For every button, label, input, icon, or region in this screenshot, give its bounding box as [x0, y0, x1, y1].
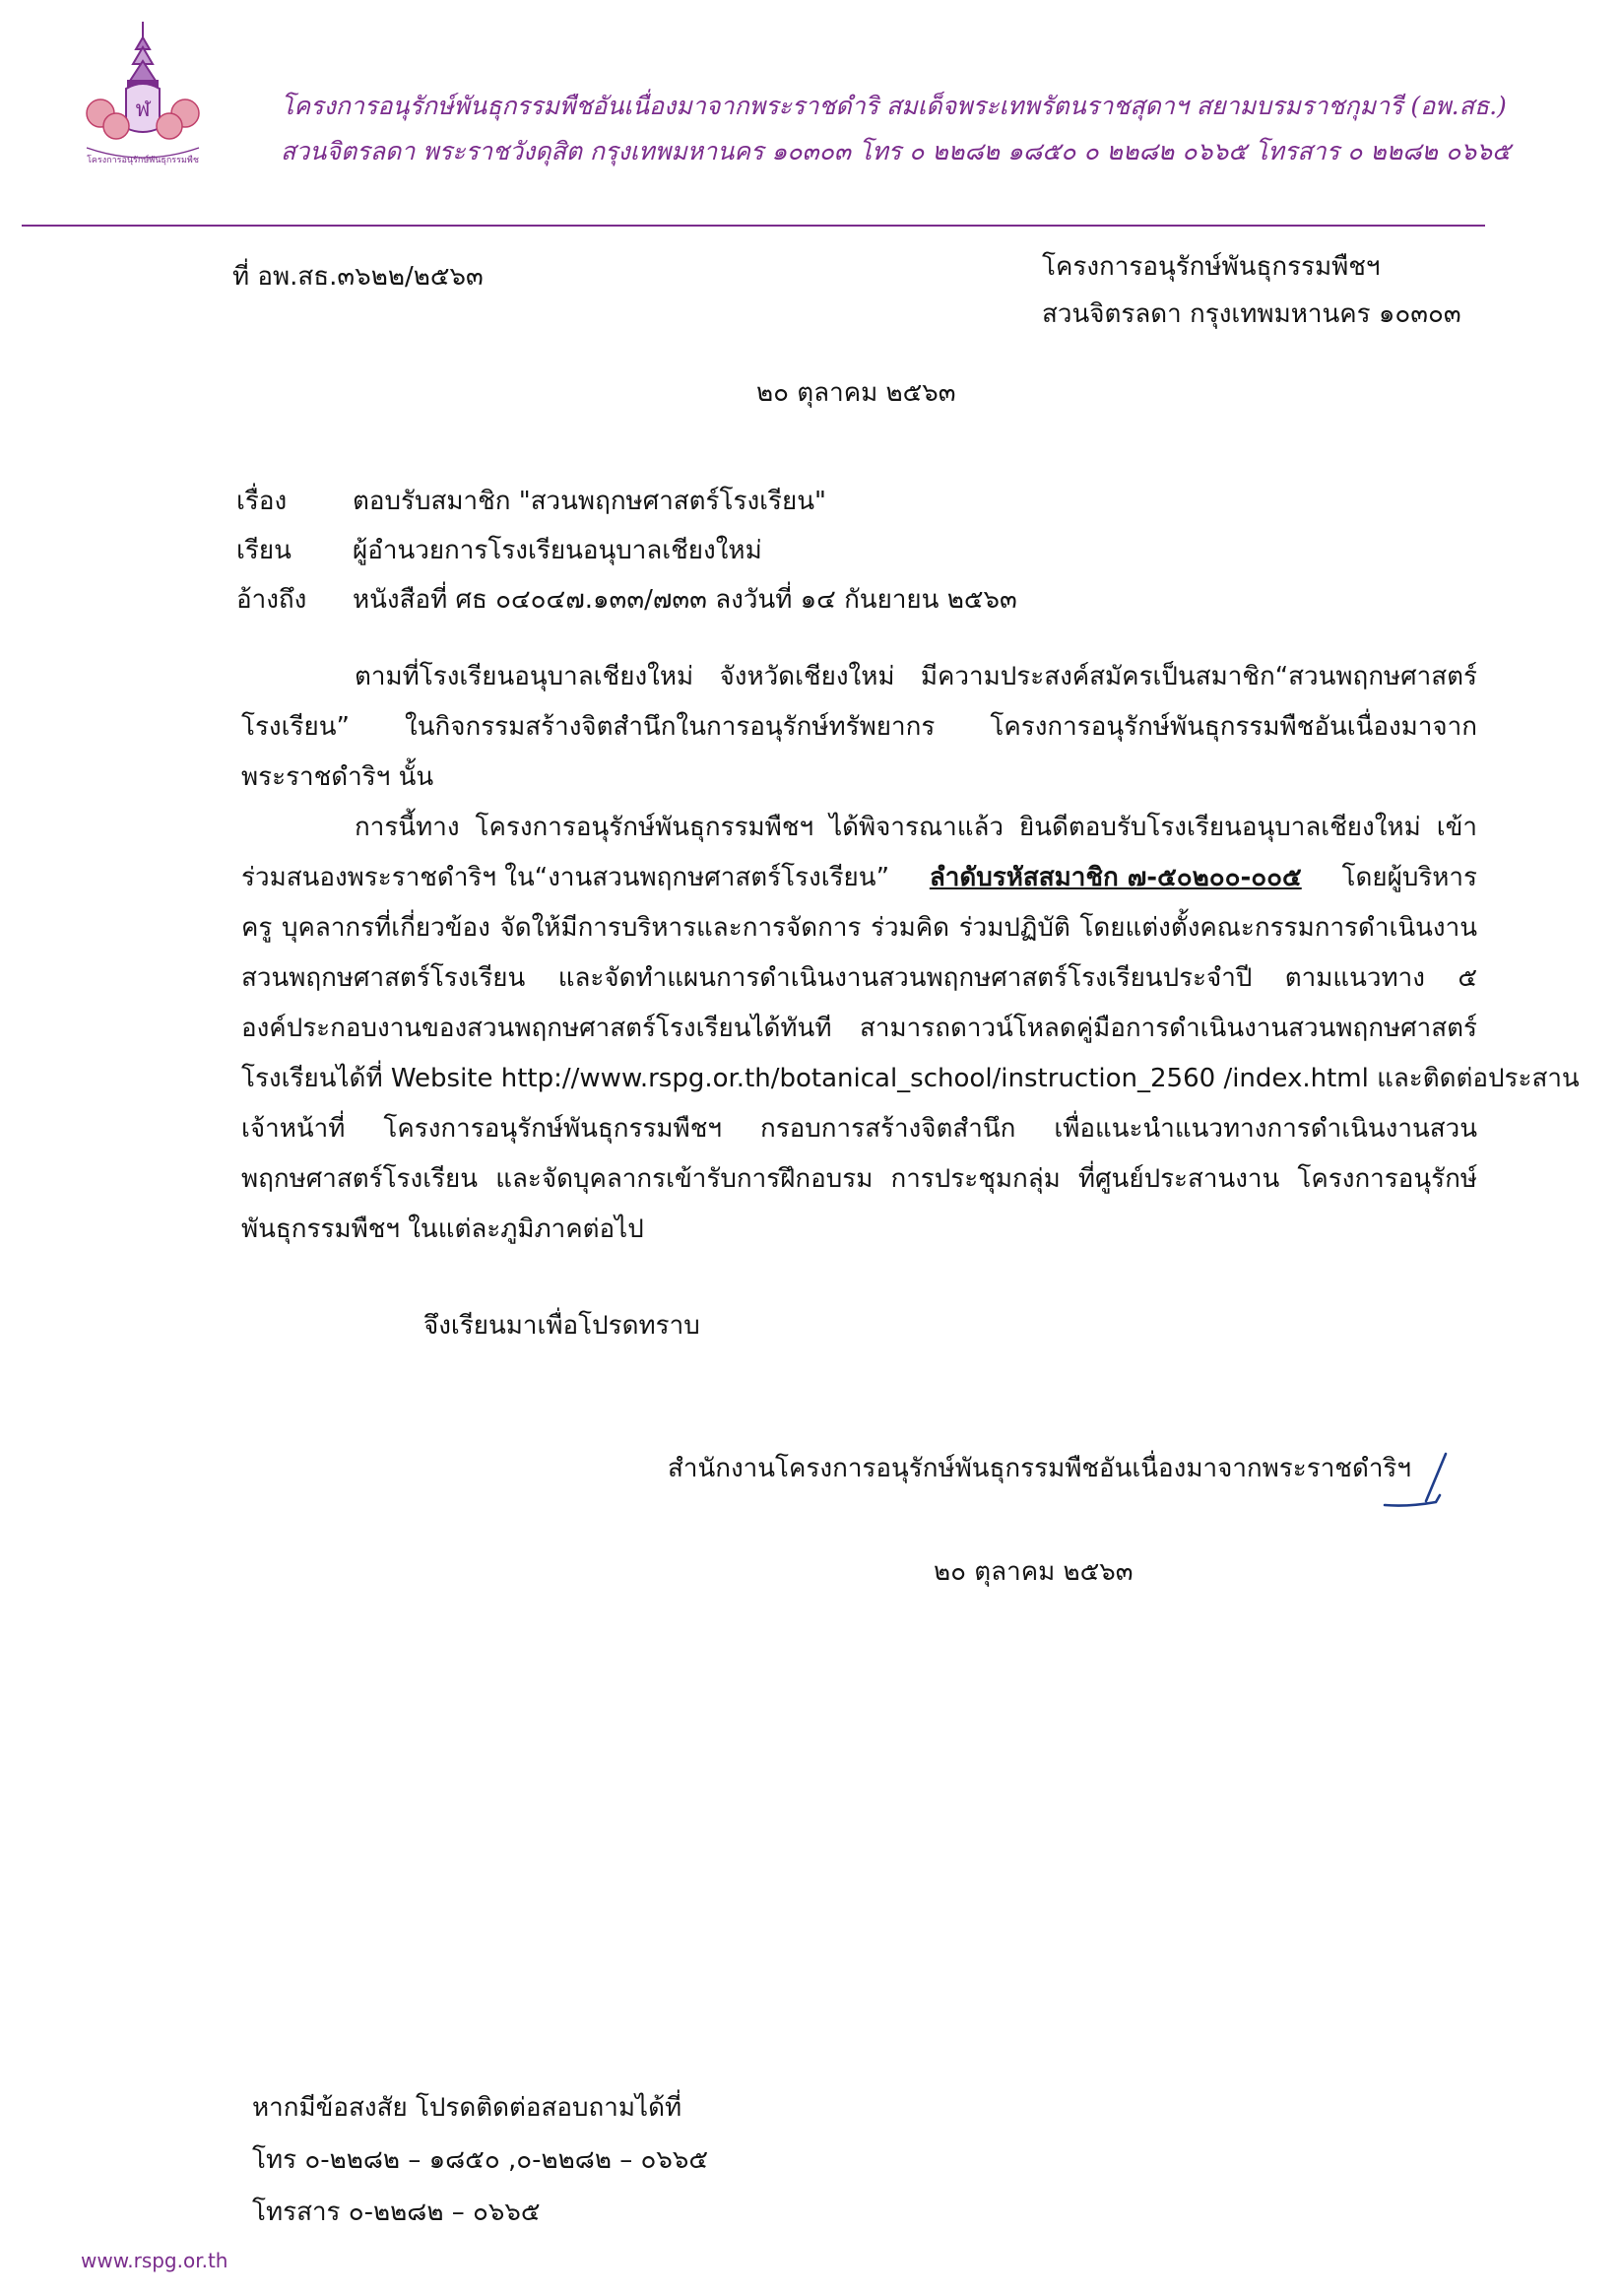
to-value: ผู้อำนวยการโรงเรียนอนุบาลเชียงใหม่ — [353, 536, 762, 565]
paragraph1-line: พระราชดำริฯ นั้น — [241, 762, 434, 792]
paragraph2-text: ร่วมสนองพระราชดำริฯ ใน“งานสวนพฤกษศาสตร์โรงเรียน” — [241, 863, 890, 892]
paragraph2-line: การนี้ทาง โครงการอนุรักษ์พันธุกรรมพืชฯ ได้พิจารณาแล้ว ยินดีตอบรับโรงเรียนอนุบาลเชียงใหม่ เข้า — [355, 813, 1477, 842]
contact-intro: หากมีข้อสงสัย โปรดติดต่อสอบถามได้ที่ — [252, 2093, 682, 2123]
reference-number: ที่ อพ.สธ.๓๖๒๒/๒๕๖๓ — [232, 262, 484, 292]
paragraph2-line: พฤกษศาสตร์โรงเรียน และจัดบุคลากรเข้ารับการฝึกอบรม การประชุมกลุ่ม ที่ศูนย์ประสานงาน โครงการอนุรักษ์ — [241, 1164, 1477, 1194]
subject-label: เรื่อง — [236, 487, 288, 516]
sender-address-line2: สวนจิตรลดา กรุงเทพมหานคร ๑๐๓๐๓ — [1042, 299, 1461, 329]
paragraph2-line-website: โรงเรียนได้ที่ Website http://www.rspg.or.th/botanical_school/instruction_2560 /index.html และติดต่อประสาน — [241, 1064, 1580, 1093]
sender-address-line1: โครงการอนุรักษ์พันธุกรรมพืชฯ — [1042, 252, 1381, 282]
closing-phrase: จึงเรียนมาเพื่อโปรดทราบ — [423, 1311, 700, 1341]
paragraph2-line: ครู บุคลากรที่เกี่ยวข้อง จัดให้มีการบริหารและการจัดการ ร่วมคิด ร่วมปฏิบัติ โดยแต่งตั้งคณะกรรมการดำเนินงาน — [241, 913, 1477, 943]
subject-value: ตอบรับสมาชิก "สวนพฤกษศาสตร์โรงเรียน" — [353, 487, 826, 516]
paragraph2-member-line — [241, 865, 1477, 890]
reference-label: อ้างถึง — [236, 585, 307, 615]
logo-caption: โครงการอนุรักษ์พันธุกรรมพืช — [87, 156, 199, 165]
paragraph2-line: สวนพฤกษศาสตร์โรงเรียน และจัดทำแผนการดำเนินงานสวนพฤกษศาสตร์โรงเรียนประจำปี ตามแนวทาง ๕ — [241, 963, 1477, 993]
paragraph2-line: พันธุกรรมพืชฯ ในแต่ละภูมิภาคต่อไป — [241, 1214, 644, 1244]
letterhead-line2: สวนจิตรลดา พระราชวังดุสิต กรุงเทพมหานคร ๑๐๓๐๓ โทร ๐ ๒๒๘๒ ๑๘๕๐ ๐ ๒๒๘๒ ๐๖๖๕ โทรสาร ๐ ๒๒๘๒ ๐๖๖๕ — [281, 137, 1511, 165]
website-link[interactable]: www.rspg.or.th — [81, 2249, 228, 2272]
contact-fax: โทรสาร ๐-๒๒๘๒ – ๐๖๖๕ — [252, 2198, 541, 2227]
signature-mark — [1379, 1448, 1458, 1517]
svg-text:ฬ: ฬ — [135, 98, 151, 122]
paragraph2-line: เจ้าหน้าที่ โครงการอนุรักษ์พันธุกรรมพืชฯ กรอบการสร้างจิตสำนึก เพื่อแนะนำแนวทางการดำเนินงานสวน — [241, 1114, 1477, 1144]
signatory-office: สำนักงานโครงการอนุรักษ์พันธุกรรมพืชอันเนื่องมาจากพระราชดำริฯ — [668, 1454, 1411, 1483]
letterhead-line1: โครงการอนุรักษ์พันธุกรรมพืชอันเนื่องมาจากพระราชดำริ สมเด็จพระเทพรัตนราชสุดาฯ สยามบรมราชกุมารี (อพ.สธ.) — [281, 92, 1507, 120]
reference-value: หนังสือที่ ศธ ๐๔๐๔๗.๑๓๓/๗๓๓ ลงวันที่ ๑๔ กันยายน ๒๕๖๓ — [353, 585, 1017, 615]
letter-date: ๒๐ ตุลาคม ๒๕๖๓ — [756, 378, 956, 408]
to-label: เรียน — [236, 536, 292, 565]
member-code: ลำดับรหัสสมาชิก ๗-๕๐๒๐๐-๐๐๕ — [929, 863, 1302, 892]
header-divider — [22, 225, 1485, 227]
paragraph2-line: องค์ประกอบงานของสวนพฤกษศาสตร์โรงเรียนได้ทันที สามารถดาวน์โหลดคู่มือการดำเนินงานสวนพฤกษศาสตร์ — [241, 1014, 1477, 1043]
organization-logo — [79, 20, 207, 167]
paragraph2-text: โดยผู้บริหาร — [1341, 863, 1477, 892]
paragraph1-line: ตามที่โรงเรียนอนุบาลเชียงใหม่ จังหวัดเชียงใหม่ มีความประสงค์สมัครเป็นสมาชิก“สวนพฤกษศาสตร์ — [355, 662, 1477, 691]
signature-date: ๒๐ ตุลาคม ๒๕๖๓ — [934, 1557, 1134, 1587]
contact-phone: โทร ๐-๒๒๘๒ – ๑๘๕๐ ,๐-๒๒๘๒ – ๐๖๖๕ — [252, 2145, 709, 2175]
paragraph1-line: โรงเรียน” ในกิจกรรมสร้างจิตสำนึกในการอนุรักษ์ทรัพยากร โครงการอนุรักษ์พันธุกรรมพืชอันเนื่องมาจาก — [241, 712, 1477, 742]
